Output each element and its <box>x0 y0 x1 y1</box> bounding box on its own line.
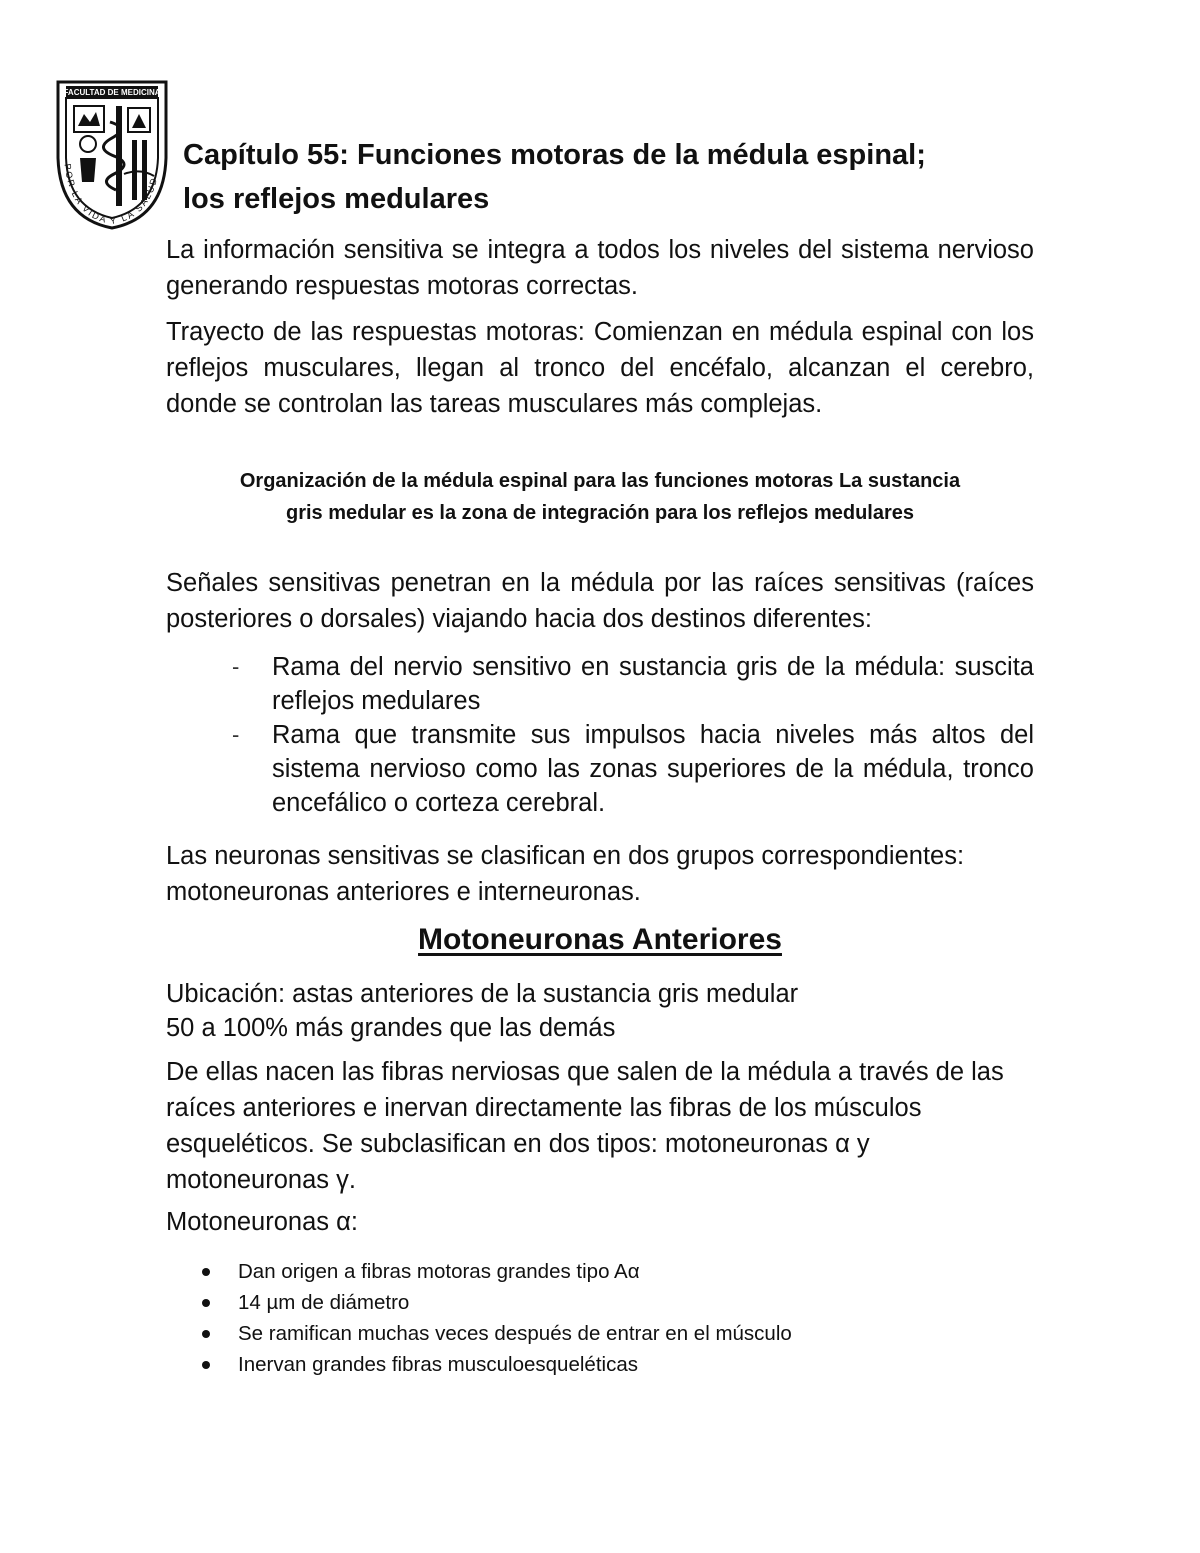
bullet-icon <box>202 1268 210 1276</box>
list-item <box>230 718 1034 820</box>
seal-motto-text: POR LA VIDA Y LA SALUD <box>62 163 160 227</box>
motoneuronas-description: De ellas nacen las fibras nerviosas que salen de la médula a través de las raíces anteriores e inervan directamente las fibras de los músculos esqueléticos. Se subclasifican en dos tipos: motoneuronas α y motoneuronas γ. <box>166 1058 1004 1194</box>
motoneuronas-section-title: Motoneuronas Anteriores <box>418 923 782 956</box>
destinations-list <box>230 650 1034 820</box>
seal-top-text: FACULTAD DE MEDICINA <box>63 88 161 97</box>
list-item-text: Inervan grandes fibras musculoesqueléticas <box>238 1353 638 1376</box>
faculty-seal-logo <box>54 78 170 230</box>
intro-paragraph-1: La información sensitiva se integra a todos los niveles del sistema nervioso generando respuestas motoras correctas. <box>166 236 1034 300</box>
intro-paragraph-2: Trayecto de las respuestas motoras: Comienzan en médula espinal con los reflejos musculares, llegan al tronco del encéfalo, alcanzan el cerebro, donde se controlan las tareas musculares más complejas. <box>166 318 1034 418</box>
bullet-icon <box>202 1330 210 1338</box>
page-title <box>183 133 1083 221</box>
list-item <box>196 1256 1056 1287</box>
list-item-text: Rama que transmite sus impulsos hacia niveles más altos del sistema nervioso como las zonas superiores de la médula, tronco encefálico o corteza cerebral. <box>272 721 1034 817</box>
classification-paragraph: Las neuronas sensitivas se clasifican en dos grupos correspondientes: motoneuronas anteriores e interneuronas. <box>166 842 965 906</box>
bullet-icon <box>202 1299 210 1307</box>
list-item <box>196 1318 1056 1349</box>
organization-heading <box>150 465 1050 529</box>
dash-marker: - <box>232 654 240 679</box>
list-item-text: Rama del nervio sensitivo en sustancia gris de la médula: suscita reflejos medulares <box>272 653 1034 715</box>
page-title-line-2: los reflejos medulares <box>183 183 490 215</box>
page-title-line-1: Capítulo 55: Funciones motoras de la médula espinal; <box>183 139 926 171</box>
alpha-characteristics-list <box>196 1256 1056 1380</box>
list-item <box>196 1287 1056 1318</box>
organization-heading-line-1: Organización de la médula espinal para las funciones motoras La sustancia <box>239 470 961 492</box>
alpha-heading: Motoneuronas α: <box>166 1208 358 1236</box>
bullet-icon <box>202 1361 210 1369</box>
list-item <box>196 1349 1056 1380</box>
dash-marker: - <box>232 722 240 747</box>
list-item-text: 14 µm de diámetro <box>238 1291 410 1314</box>
signals-paragraph: Señales sensitivas penetran en la médula por las raíces sensitivas (raíces posteriores o dorsales) viajando hacia dos destinos diferentes: <box>166 569 1034 633</box>
organization-heading-line-2: gris medular es la zona de integración para los reflejos medulares <box>286 502 914 524</box>
list-item-text: Se ramifican muchas veces después de entrar en el músculo <box>238 1322 792 1345</box>
size-line: 50 a 100% más grandes que las demás <box>166 1014 616 1042</box>
list-item-text: Dan origen a fibras motoras grandes tipo Aα <box>238 1260 640 1283</box>
list-item <box>230 650 1034 718</box>
ubicacion-line: Ubicación: astas anteriores de la sustancia gris medular <box>166 980 799 1008</box>
